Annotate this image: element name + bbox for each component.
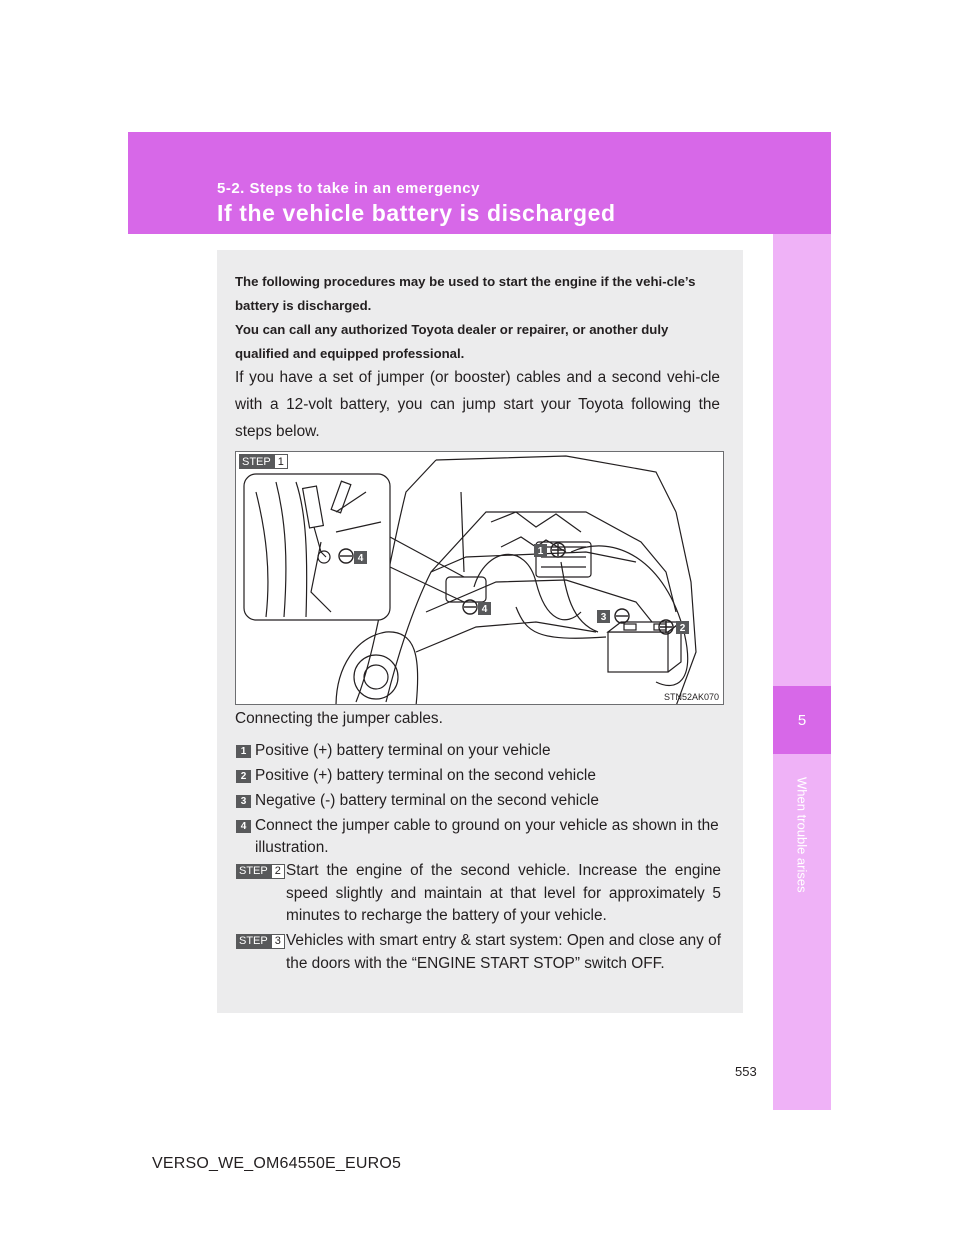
item-number-badge: 2 <box>236 770 251 783</box>
intro-text <box>235 270 720 366</box>
step-tag: STEP <box>239 454 274 469</box>
side-tab <box>773 234 831 1110</box>
step-number: 3 <box>271 934 285 949</box>
page-number: 553 <box>735 1064 757 1079</box>
item-number-badge: 4 <box>236 820 251 833</box>
step-label <box>236 934 285 949</box>
page-title: If the vehicle battery is discharged <box>217 200 616 226</box>
item-text: Connect the jumper cable to ground on your vehicle as shown in the illustration. <box>255 817 719 856</box>
footer-code: VERSO_WE_OM64550E_EURO5 <box>152 1155 402 1172</box>
body-paragraph: If you have a set of jumper (or booster) cables and a second vehi-cle with a 12-volt battery, you can jump start your Toyota following the steps below. <box>235 369 720 440</box>
section-label: 5-2. Steps to take in an emergency <box>217 180 480 197</box>
callout-1-label: 1 <box>537 546 544 557</box>
list-item <box>236 740 721 762</box>
callout-4b-label: 4 <box>357 553 364 564</box>
callout-3-label: 3 <box>600 612 607 623</box>
intro-paragraph: The following procedures may be used to start the engine if the vehi-cle’s battery is discharged. You can call any authorized Toyota dealer or repairer, or another duly qualified and equipped professional. <box>235 274 696 361</box>
callout-2-label: 2 <box>679 623 686 634</box>
item-number-badge: 3 <box>236 795 251 808</box>
step-row <box>236 930 721 975</box>
step-number: 1 <box>274 454 288 469</box>
figure-code: STN52AK070 <box>663 692 719 702</box>
step-text: Start the engine of the second vehicle. Increase the engine speed slightly and maintain at that level for approximately 5 minutes to recharge the battery of your vehicle. <box>286 862 721 924</box>
chapter-label: When trouble arises <box>794 777 810 893</box>
step-row <box>236 860 721 928</box>
item-text: Negative (-) battery terminal on the second vehicle <box>255 792 599 809</box>
figure-caption: Connecting the jumper cables. <box>235 710 443 727</box>
list-item <box>236 765 721 787</box>
step-number: 2 <box>271 864 285 879</box>
list-item <box>236 815 721 859</box>
list-item <box>236 790 721 812</box>
chapter-header <box>128 132 831 234</box>
item-number-badge: 1 <box>236 745 251 758</box>
item-text: Positive (+) battery terminal on the second vehicle <box>255 767 596 784</box>
callout-4a-label: 4 <box>481 604 488 615</box>
step-text: Vehicles with smart entry & start system: Open and close any of the doors with the “ENGINE START STOP” switch OFF. <box>286 932 721 972</box>
step-label <box>236 864 285 879</box>
step-tag: STEP <box>236 934 271 949</box>
chapter-number-tab[interactable]: 5 <box>773 686 831 754</box>
item-text: Positive (+) battery terminal on your vehicle <box>255 742 551 759</box>
engine-bay-illustration <box>235 451 724 705</box>
step-tag: STEP <box>236 864 271 879</box>
jump-start-diagram <box>236 452 724 705</box>
